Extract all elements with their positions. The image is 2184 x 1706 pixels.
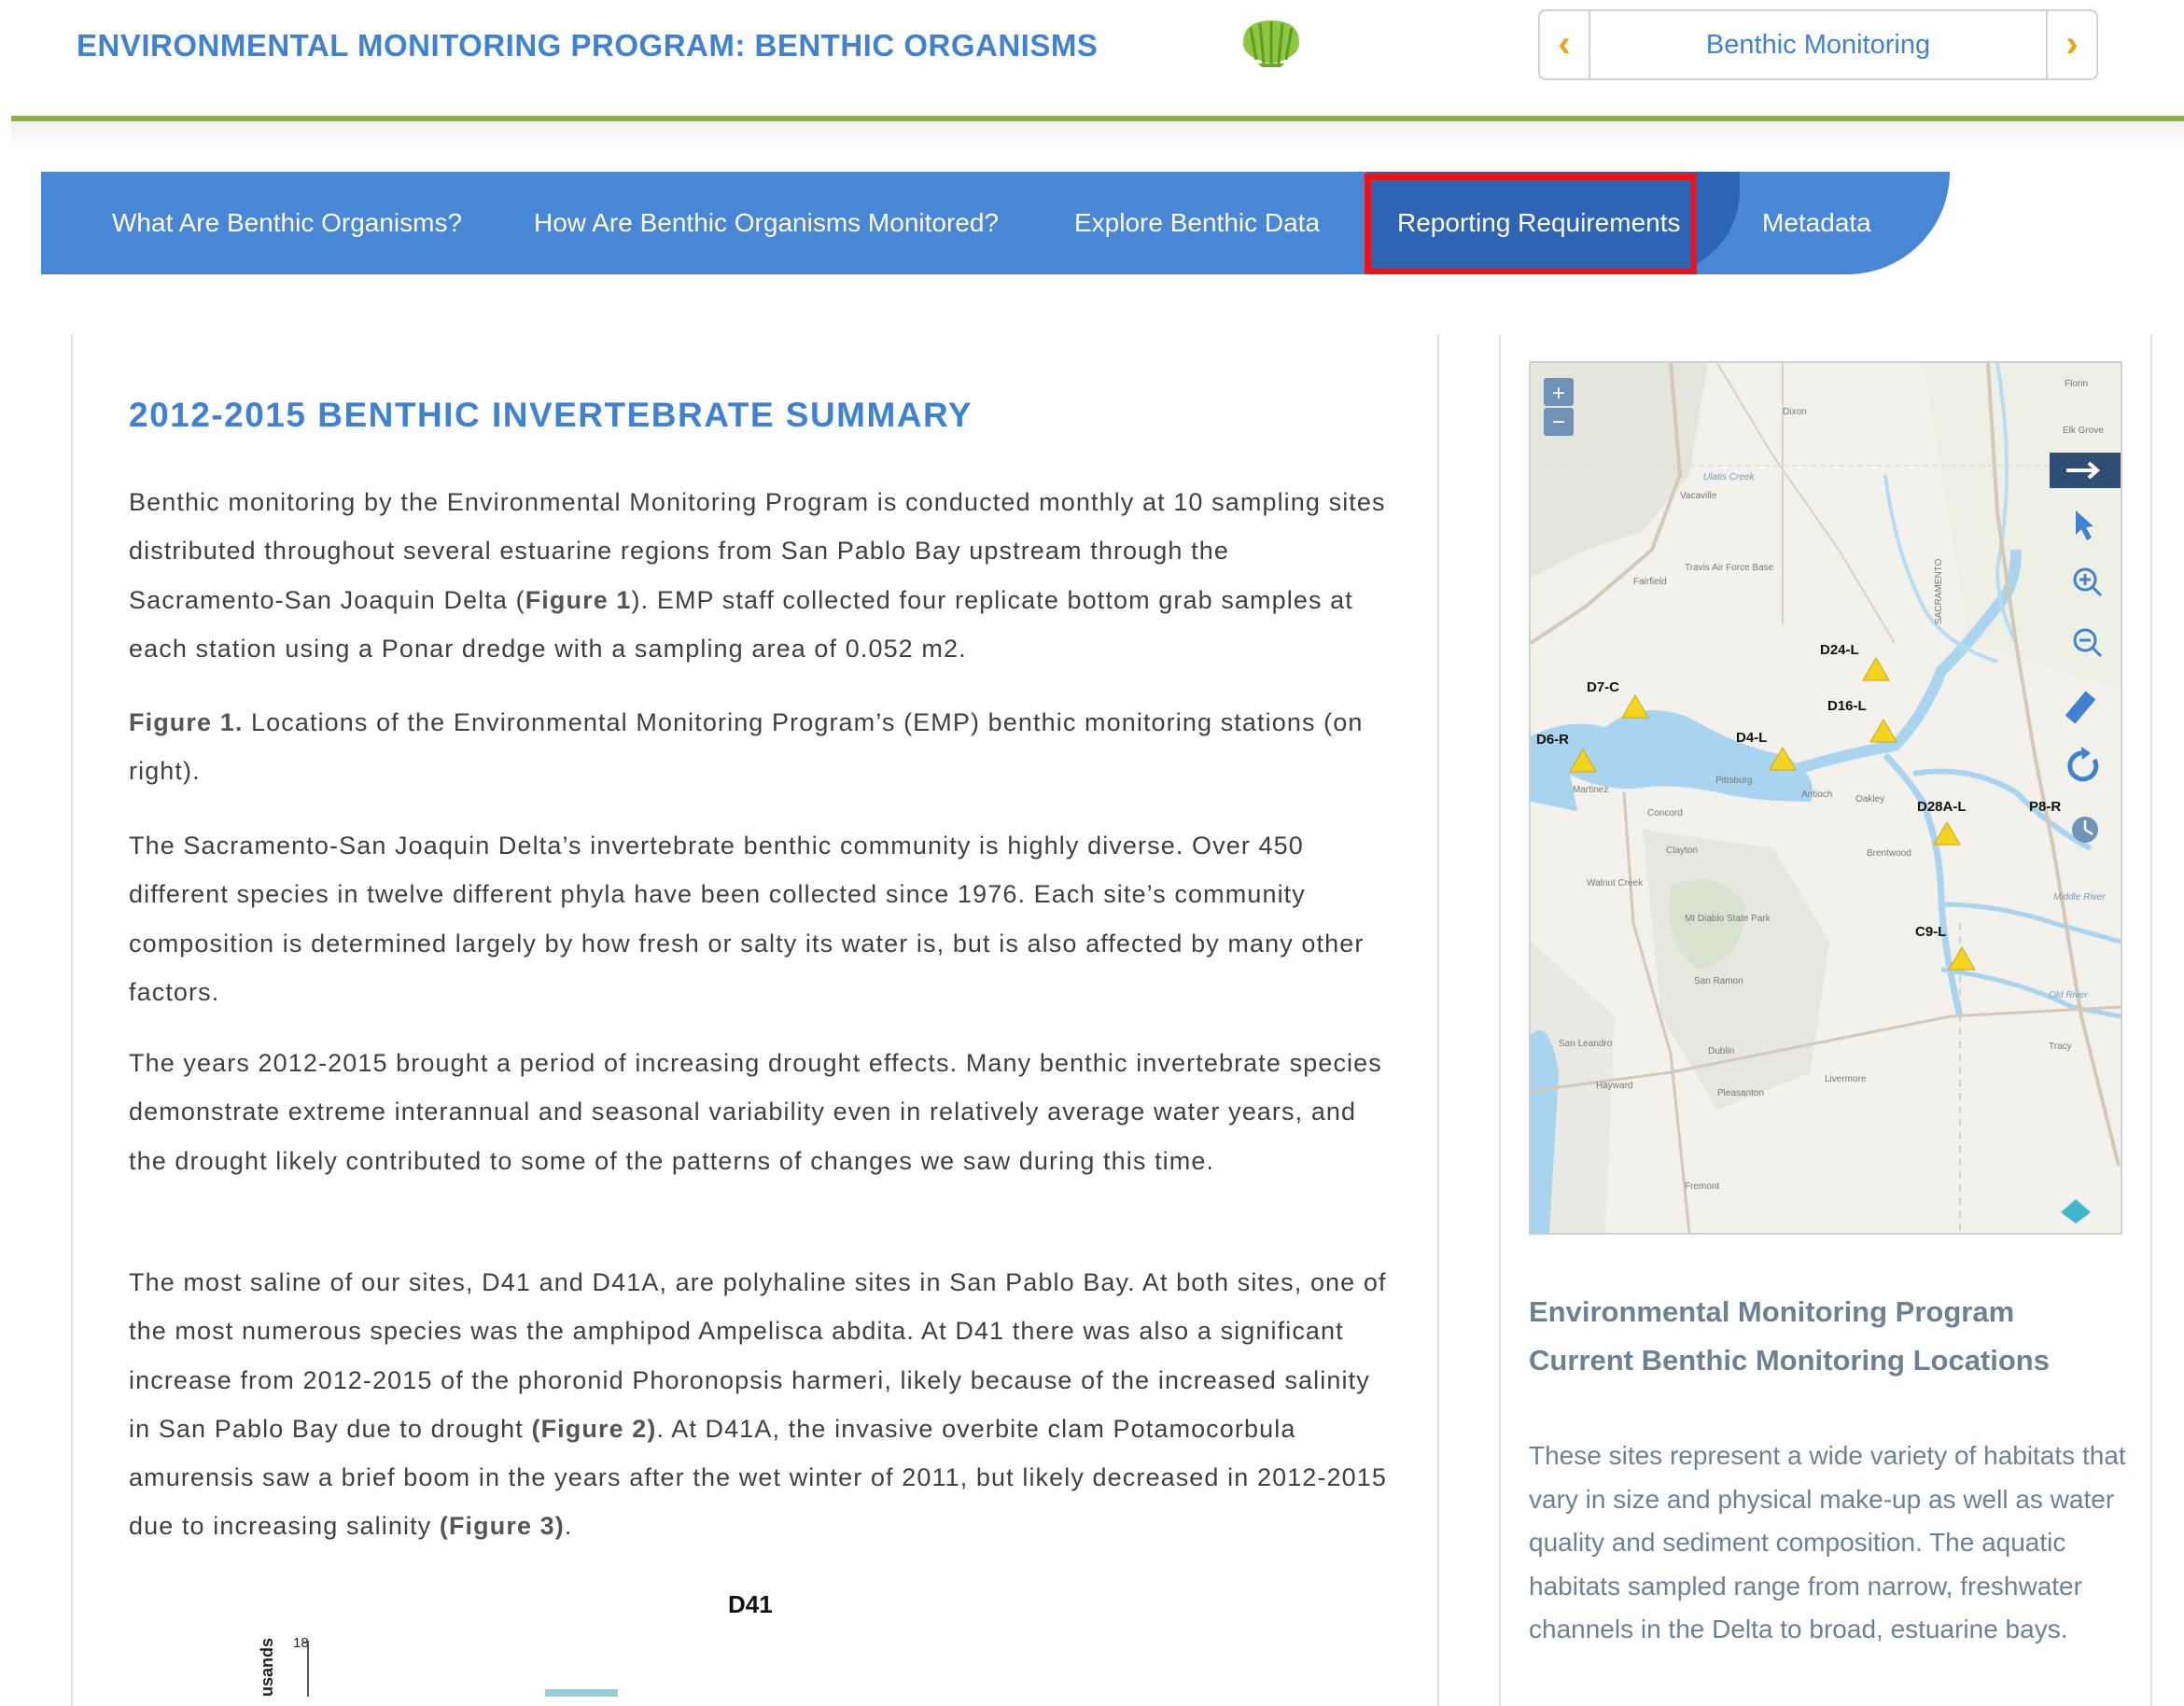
chevron-right-icon[interactable]: › [2046, 11, 2096, 78]
station-label: D7-C [1587, 679, 1620, 695]
map-place: Pleasanton [1717, 1088, 1765, 1098]
nav-item-metadata[interactable]: Metadata [1762, 208, 1871, 237]
paragraph-4: The years 2012-2015 brought a period of increasing drought effects. Many benthic invertebrate species demonstrate extreme interannual and seasonal variability even in relatively average water years, and the drought likely contributed to some of the patterns of changes we saw during this time. [129, 1049, 1382, 1175]
map-place: Fremont [1685, 1182, 1720, 1192]
map-place: Oakley [1855, 794, 1885, 804]
map-place: Florin [2065, 379, 2089, 389]
paragraph-1: Benthic monitoring by the Environmental Monitoring Program is conducted monthly at 10 sampling sites distributed throughout several estuarine regions from San Pablo Bay upstream through the Sacramento-San Joaquin Delta (Figure 1). EMP staff collected four replicate bottom grab samples at each station using a Ponar dredge with a sampling area of 0.052 m2. [129, 488, 1386, 663]
green-shell-icon [1238, 17, 1305, 67]
map-place: San Ramon [1694, 976, 1743, 986]
section-picker[interactable] [1538, 9, 2098, 80]
map-place: Brentwood [1867, 848, 1911, 859]
map-place: Old River [2049, 990, 2088, 1000]
chevron-left-icon[interactable]: ‹ [1540, 11, 1590, 78]
paragraph-3: The Sacramento-San Joaquin Delta’s invertebrate benthic community is highly diverse. Over 450 different species in twelve different phyla have been collected since 1976. Each site’s community composition is determined largely by how fresh or salty its water is, but is also affected by many other factors. [129, 832, 1365, 1006]
zoom-out-icon[interactable]: − [1551, 410, 1566, 435]
chart-bar [545, 1689, 618, 1697]
station-label: P8-R [2029, 799, 2062, 815]
nav-item-reporting-requirements[interactable]: Reporting Requirements [1397, 208, 1681, 237]
map-place: Dublin [1708, 1046, 1735, 1056]
map-place: Antioch [1801, 790, 1833, 800]
map-place: Elk Grove [2063, 426, 2104, 436]
map-place: Martinez [1573, 785, 1609, 795]
map-place: Tracy [2049, 1042, 2072, 1052]
section-picker-label[interactable]: Benthic Monitoring [1705, 30, 1931, 60]
station-label: D16-L [1827, 698, 1867, 714]
chart-title: D41 [728, 1590, 773, 1618]
nav-item-explore-data[interactable]: Explore Benthic Data [1074, 208, 1321, 237]
site-title[interactable]: ENVIRONMENTAL MONITORING PROGRAM: BENTHIC ORGANISMS [77, 28, 1099, 63]
map-place: Ulatis Creek [1703, 472, 1755, 482]
map-place: Pittsburg [1715, 776, 1753, 786]
map-place: Travis Air Force Base [1685, 563, 1774, 573]
zoom-in-icon[interactable]: + [1551, 381, 1566, 406]
map-place: Walnut Creek [1587, 878, 1644, 888]
station-map[interactable] [1529, 361, 2122, 1235]
map-place: Middle River [2053, 892, 2106, 902]
nav-item-what-are-benthic-organisms[interactable]: What Are Benthic Organisms? [112, 208, 463, 237]
figure-2-link[interactable]: (Figure 2) [531, 1414, 657, 1443]
map-place: Dixon [1783, 407, 1807, 417]
d41-chart [233, 1624, 700, 1697]
clock-icon[interactable] [2072, 817, 2098, 843]
chart-y-tick: 18 [293, 1635, 309, 1651]
map-place: Hayward [1596, 1081, 1633, 1091]
figure-1-link[interactable]: Figure 1 [525, 585, 632, 614]
station-label: D6-R [1536, 732, 1570, 748]
map-place: Vacaville [1680, 491, 1717, 501]
station-label: D4-L [1736, 730, 1768, 746]
map-place: San Leandro [1559, 1039, 1613, 1049]
map-place: Mt Diablo State Park [1685, 914, 1771, 924]
station-label: C9-L [1915, 924, 1947, 940]
station-label: D24-L [1820, 642, 1859, 658]
map-place: Concord [1647, 808, 1683, 818]
figure-3-link[interactable]: (Figure 3) [439, 1512, 565, 1541]
station-label: D28A-L [1917, 799, 1967, 815]
map-place: SACRAMENTO [1934, 558, 1944, 624]
map-place: Fairfield [1633, 577, 1667, 587]
article-title: 2012-2015 BENTHIC INVERTEBRATE SUMMARY [129, 396, 973, 434]
chart-y-label: usands [258, 1637, 276, 1697]
main-nav [41, 172, 1950, 274]
sidebar-description: These sites represent a wide variety of habitats that vary in size and physical make-up as well as water quality and sediment composition. The aquatic habitats sampled range from narrow, freshwater channels in the Delta to broad, estuarine bays. [1529, 1441, 2126, 1643]
header-shadow [11, 121, 2184, 147]
map-canvas[interactable] [1531, 363, 2121, 1233]
nav-item-how-monitored[interactable]: How Are Benthic Organisms Monitored? [534, 208, 999, 237]
paragraph-2: Figure 1. Locations of the Environmental Monitoring Program’s (EMP) benthic monitoring stations (on right). [129, 708, 1364, 786]
paragraph-5: The most saline of our sites, D41 and D41A, are polyhaline sites in San Pablo Bay. At both sites, one of the most numerous species was the amphipod Ampelisca abdita. At D41 there was also a significant increase from 2012-2015 of the phoronid Phoronopsis harmeri, likely because of the increased salinity in San Pablo Bay due to drought (Figure 2). At D41A, the invasive overbite clam Potamocorbula amurensis saw a brief boom in the years after the wet winter of 2011, but likely decreased in 2012-2015 due to increasing salinity (Figure 3). [129, 1268, 1387, 1541]
map-place: Livermore [1825, 1074, 1867, 1084]
sidebar-heading: Environmental Monitoring Program Current Benthic Monitoring Locations [1529, 1295, 2050, 1377]
map-place: Clayton [1666, 846, 1698, 856]
